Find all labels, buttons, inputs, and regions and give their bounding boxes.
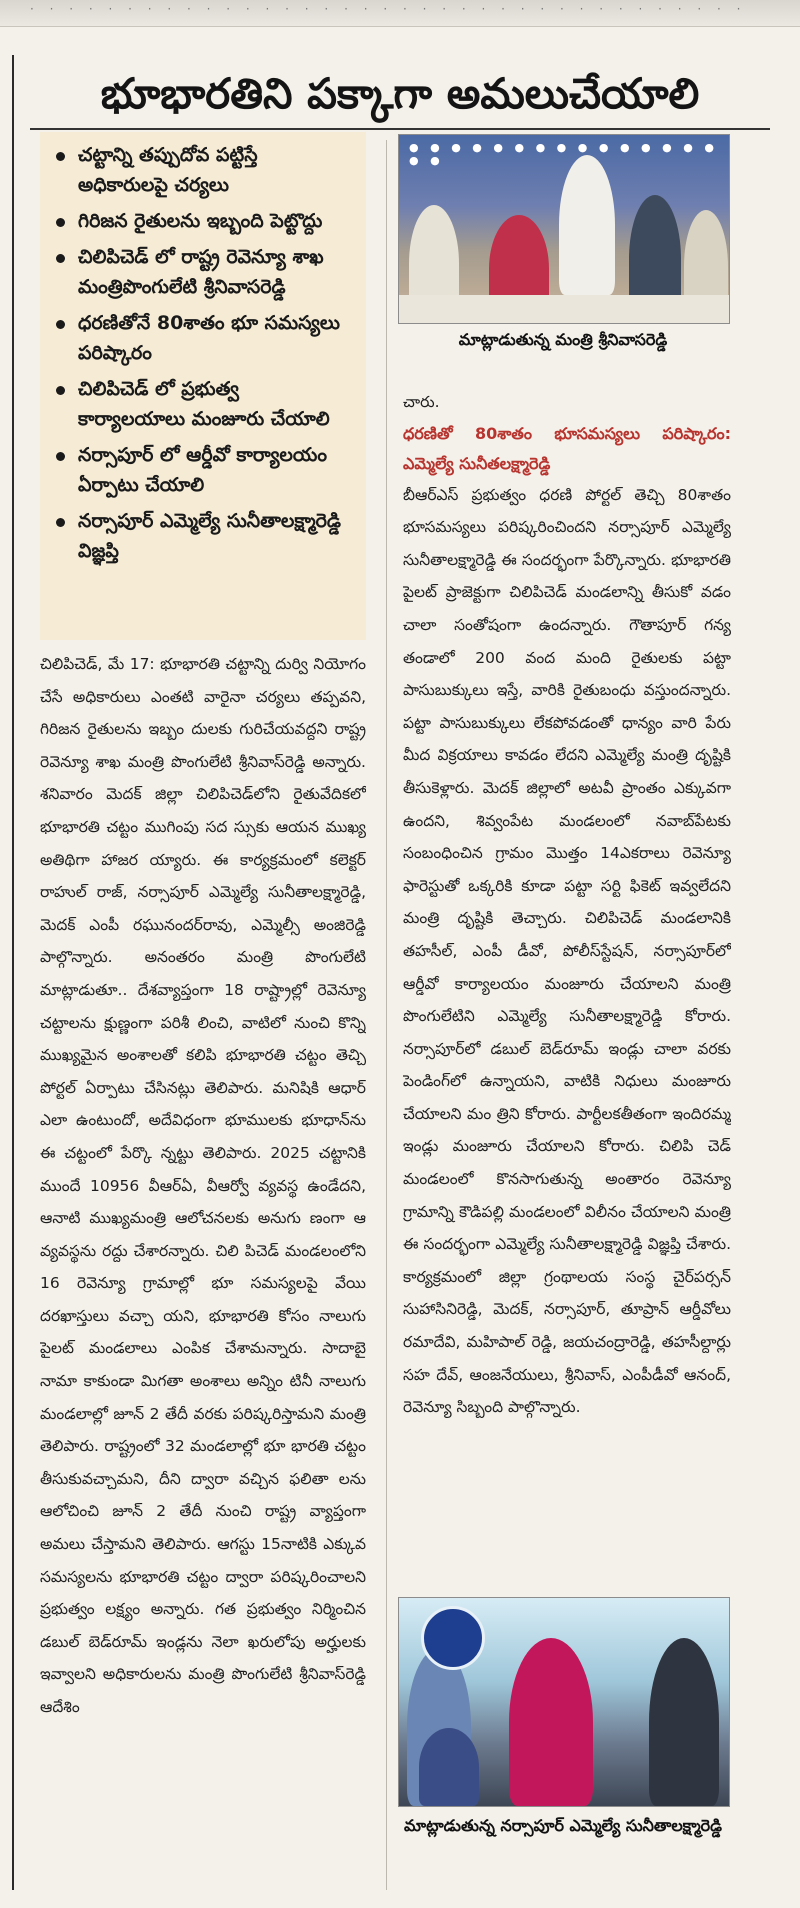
bullet-dot-icon — [56, 452, 65, 461]
left-margin-rule — [12, 55, 14, 1890]
article-continuation: చారు. — [403, 393, 440, 411]
photo-figure — [559, 155, 615, 295]
headline: భూభారతిని పక్కాగా అమలుచేయాలి — [100, 69, 700, 118]
photo-minister-speaking — [398, 134, 730, 324]
highlights-box — [40, 132, 366, 640]
article-subheading: ధరణితో 80శాతం భూసమస్యలు పరిష్కారం: ఎమ్మెల్యే సునీతలక్ష్మారెడ్డి — [403, 423, 731, 473]
photo-figure — [419, 1728, 479, 1806]
column-divider — [386, 140, 387, 1890]
highlight-text: ధరణితోనే 80శాతం భూ సమస్యలు పరిష్కారం — [78, 312, 340, 364]
highlight-item — [52, 242, 352, 302]
highlight-text: గిరిజన రైతులను ఇబ్బంది పెట్టొద్దు — [78, 210, 323, 232]
highlight-item — [52, 308, 352, 368]
headline-rule — [30, 128, 770, 130]
article-right-column — [403, 386, 731, 1576]
article-body-right: బీఆర్ఎస్ ప్రభుత్వం ధరణి పోర్టల్ తెచ్చి 80శాతం భూసమస్యలు పరిష్కరించిందని నర్సాపూర్ ఎమ్మెల్యే సునీతాలక్ష్మారెడ్డి ఈ సందర్భంగా పేర్కొన్నారు. భూభారతి పైలట్ ప్రాజెక్టుగా చిలిపిచెడ్ మండలాన్ని తీసుకో వడం చాలా సంతోషంగా ఉందన్నారు. గౌతాపూర్ గన్య తండాలో 200 వంద మంది రైతులకు పట్టా పాసుబుక్కులు ఇస్తే, వారికి రైతుబంధు వస్తుందన్నారు. పట్టా పాసుబుక్కులు లేకపోవడంతో ధాన్యం వారి పేరు మీద విక్రయాలు కావడం లేదని ఎమ్మెల్యే మంత్రి దృష్టికి తీసుకెళ్లారు. మెదక్ జిల్లాలో అటవీ ప్రాంతం ఎక్కువగా ఉందని, శివ్వంపేట మండలంలో నవాబ్‌పేటకు సంబంధించిన గ్రామం మొత్తం 14ఎకరాలు రెవెన్యూ ఫారెస్టుతో ఒక్కరికి కూడా పట్టా సర్టి ఫికెట్ ఇవ్వలేదని మంత్రి దృష్టికి తెచ్చారు. చిలిపిచెడ్ మండలానికి తహసీల్, ఎంపీ డీవో, పోలీస్‌స్టేషన్, నర్సాపూర్‌లో ఆర్డీవో కార్యాలయం మంజూరు చేయాలని మంత్రి పొంగులేటిని ఎమ్మెల్యే సునీతాలక్ష్మారెడ్డి కోరారు. నర్సాపూర్‌లో డబుల్ బెడ్‌రూమ్ ఇండ్లు చాలా వరకు పెండింగ్‌లో ఉన్నాయని, వాటికి నిధులు మంజూరు చేయాలని మం త్రిని కోరారు. పార్టీలకతీతంగా ఇందిరమ్మ ఇండ్లు మంజూరు చేయాలని కోరారు. చిలిపి చెడ్ మండలంలో కొనసాగుతున్న అంతారం రెవెన్యూ గ్రామాన్ని కౌడిపల్లి మండలంలో విలీనం చేయాలని మంత్రి ఈ సందర్భంగా ఎమ్మెల్యే సునీతాలక్ష్మారెడ్డి విజ్ఞప్తి చేశారు. కార్యక్రమంలో జిల్లా గ్రంథాలయ సంస్థ చైర్‌పర్సన్ సుహాసినిరెడ్డి, మెదక్, నర్సాపూర్, తూప్రాన్ ఆర్డీవోలు రమాదేవి, మహిపాల్ రెడ్డి, జయచంద్రారెడ్డి, తహసీల్దార్లు సహ దేవ్, ఆంజనేయులు, శ్రీనివాస్, ఎంపీడీవో ఆనంద్, రెవెన్యూ సిబ్బంది పాల్గొన్నారు. — [403, 485, 731, 1417]
strip-decoration: · · · · · · · · · · · · · · · · · · · · · · · · · · · · · · · · · · · · · — [30, 2, 747, 16]
highlight-item — [52, 506, 352, 566]
previous-page-strip — [0, 0, 800, 27]
photo2-caption: మాట్లాడుతున్న నర్సాపూర్ ఎమ్మెల్యే సునీతాలక్ష్మారెడ్డి — [404, 1816, 722, 1835]
highlight-item — [52, 440, 352, 500]
bullet-dot-icon — [56, 152, 65, 161]
highlight-text: నర్సాపూర్ లో ఆర్డీవో కార్యాలయం ఏర్పాటు చేయాలి — [78, 444, 327, 496]
photo-figure — [649, 1638, 719, 1806]
photo-mla-speaking — [398, 1597, 730, 1807]
article-left-column — [40, 648, 366, 1896]
highlight-text: చిలిపిచెడ్ లో ప్రభుత్వ కార్యాలయాలు మంజూరు చేయాలి — [78, 378, 330, 430]
highlight-text: చట్టాన్ని తప్పుదోవ పట్టిస్తే అధికారులపై చర్యలు — [78, 144, 258, 196]
highlight-item — [52, 140, 352, 200]
bullet-dot-icon — [56, 386, 65, 395]
photo-table — [399, 295, 729, 323]
photo1-caption: మాట్లాడుతున్న మంత్రి శ్రీనివాసరెడ్డి — [458, 330, 668, 349]
bullet-dot-icon — [56, 218, 65, 227]
highlight-item — [52, 374, 352, 434]
article-body-left: చిలిపిచెడ్, మే 17: భూభారతి చట్టాన్ని దుర్వి నియోగం చేసే అధికారులు ఎంతటి వారైనా చర్యలు తప్పవని, గిరిజన రైతులను ఇబ్బం దులకు గురిచేయవద్దని రాష్ట్ర రెవెన్యూ శాఖ మంత్రి పొంగులేటి శ్రీనివాస్‌రెడ్డి అన్నారు. శనివారం మెదక్ జిల్లా చిలిపిచెడ్‌లోని రైతువేదికలో భూభారతి చట్టం ముగింపు సద స్సుకు ఆయన ముఖ్య అతిథిగా హాజర య్యారు. ఈ కార్యక్రమంలో కలెక్టర్ రాహుల్ రాజ్, నర్సాపూర్ ఎమ్మెల్యే సునీతాలక్ష్మారెడ్డి, మెదక్ ఎంపీ రఘునందర్‌రావు, ఎమ్మెల్సీ అంజిరెడ్డి పాల్గొన్నారు. అనంతరం మంత్రి పొంగులేటి మాట్లాడుతూ.. దేశవ్యాప్తంగా 18 రాష్ట్రాల్లో రెవెన్యూ చట్టాలను క్షుణ్ణంగా పరిశీ లించి, వాటిలో నుంచి కొన్ని ముఖ్యమైన అంశాలతో కలిపి భూభారతి చట్టం తెచ్చి పోర్టల్ ఏర్పాటు చేసినట్లు తెలిపారు. మనిషికి ఆధార్ ఎలా ఉంటుందో, అదేవిధంగా భూములకు భూధాన్‌ను ఈ చట్టంలో పేర్కొ న్నట్టు తెలిపారు. 2025 చట్టానికి ముందే 10956 వీఆర్ఏ, వీఆర్వో వ్యవస్థ ఉండేదని, ఆనాటి ముఖ్యమంత్రి ఆలోచనలకు అనుగు ణంగా ఆ వ్యవస్థను రద్దు చేశారన్నారు. చిలి పిచెడ్ మండలంలోని 16 రెవెన్యూ గ్రామాల్లో భూ సమస్యలపై వేయి దరఖాస్తులు వచ్చా యని, భూభారతి కోసం నాలుగు పైలట్ మండలాలు ఎంపిక చేశామన్నారు. సాదాబై నామా కాకుండా మిగతా అంశాలు అన్నిం టినీ నాలుగు మండలాల్లో జూన్ 2 తేదీ వరకు పరిష్కరిస్తామని మంత్రి తెలిపారు. రాష్ట్రంలో 32 మండలాల్లో భూ భారతి చట్టం తీసుకువచ్చామని, దీని ద్వారా వచ్చిన ఫలితా లను ఆలోచించి జూన్ 2 తేదీ నుంచి రాష్ట్ర వ్యాప్తంగా అమలు చేస్తామని తెలిపారు. ఆగస్టు 15నాటికి ఎక్కువ సమస్యలను భూభారతి చట్టం ద్వారా పరిష్కరించాలని ప్రభుత్వం లక్ష్యం అన్నారు. గత ప్రభుత్వం నిర్మించిన డబుల్ బెడ్‌రూమ్ ఇండ్లను నెలా ఖరులోపు అర్హులకు ఇవ్వాలని అధికారులను మంత్రి పొంగులేటి శ్రీనివాస్‌రెడ్డి ఆదేశిం — [40, 655, 366, 1716]
photo-figure — [509, 1638, 593, 1806]
bullet-dot-icon — [56, 254, 65, 263]
highlight-text: చిలిపిచెడ్ లో రాష్ట్ర రెవెన్యూ శాఖ మంత్రిపొంగులేటి శ్రీనివాసరెడ్డి — [78, 246, 324, 298]
bullet-dot-icon — [56, 518, 65, 527]
bullet-dot-icon — [56, 320, 65, 329]
photo-banner-circle — [421, 1606, 485, 1670]
highlight-item — [52, 206, 352, 236]
photo-banner-decoration: ● ● ● ● ● ● ● ● ● ● ● ● ● ● ● ● ● — [409, 141, 718, 167]
highlight-text: నర్సాపూర్ ఎమ్మెల్యే సునీతాలక్ష్మారెడ్డి విజ్ఞప్తి — [78, 510, 341, 562]
highlights-list — [52, 140, 352, 566]
